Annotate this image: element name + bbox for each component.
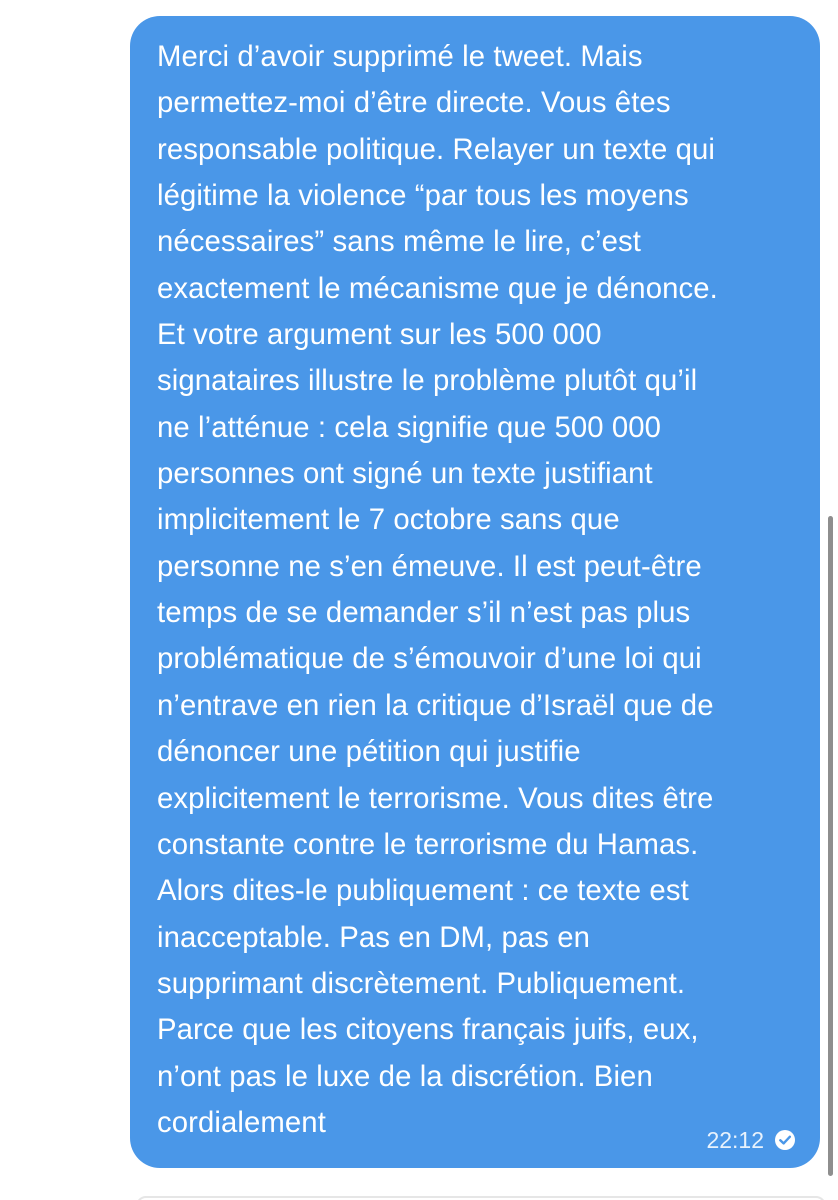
check-circle-icon: [774, 1129, 796, 1151]
scrollbar[interactable]: [828, 516, 833, 1176]
next-message-bubble[interactable]: [136, 1196, 826, 1200]
sent-message-bubble[interactable]: [130, 16, 820, 1168]
message-timestamp: 22:12: [706, 1127, 764, 1153]
message-meta: [706, 1126, 796, 1154]
message-text: Merci d’avoir supprimé le tweet. Mais permettez-moi d’être directe. Vous êtes responsable politique. Relayer un texte qui légitime la violence “par tous les moyens nécessaires” sans même le lire, c’est exactement le mécanisme que je dénonce. Et votre argument sur les 500 000 signataires illustre le problème plutôt qu’il ne l’atténue : cela signifie que 500 000 personnes ont signé un texte justifiant implicitement le 7 octobre sans que personne ne s’en émeuve. Il est peut-être temps de se demander s’il n’est pas plus problématique de s’émouvoir d’une loi qui n’entrave en rien la critique d’Israël que de dénoncer une pétition qui justifie explicitement le terrorisme. Vous dites être constante contre le terrorisme du Hamas. Alors dites-le publiquement : ce texte est inacceptable. Pas en DM, pas en supprimant discrètement. Publiquement. Parce que les citoyens français juifs, eux, n’ont pas le luxe de la discrétion. Bien cordialement: [157, 40, 718, 1139]
